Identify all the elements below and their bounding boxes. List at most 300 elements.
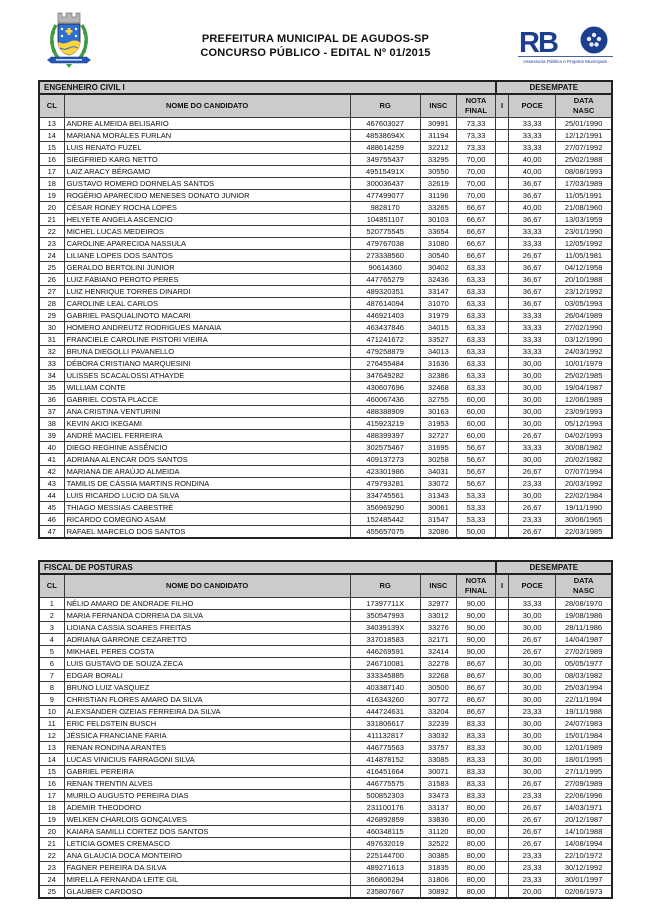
cell-insc: 32268 xyxy=(420,669,456,681)
cell-rg: 479793281 xyxy=(350,477,420,489)
cell-insc: 33836 xyxy=(420,813,456,825)
cell-cl: 16 xyxy=(39,153,64,165)
cell-data-nasc: 25/02/1985 xyxy=(556,369,612,381)
cell-cl: 4 xyxy=(39,633,64,645)
cell-data-nasc: 04/12/1958 xyxy=(556,261,612,273)
cell-nota-final: 86,67 xyxy=(456,693,495,705)
cell-rg: 334745561 xyxy=(350,489,420,501)
cell-poce: 26,67 xyxy=(509,249,556,261)
cell-nome: CAROLINE LEAL CARLOS xyxy=(64,297,350,309)
cell-poce: 33,33 xyxy=(509,129,556,141)
results-table-engenheiro-civil xyxy=(38,80,613,539)
table-row xyxy=(39,477,612,489)
cell-insc: 31343 xyxy=(420,489,456,501)
cell-poce: 30,00 xyxy=(509,741,556,753)
cell-insc: 33137 xyxy=(420,801,456,813)
cell-rg: 500852303 xyxy=(350,789,420,801)
cell-insc: 33085 xyxy=(420,753,456,765)
cell-data-nasc: 12/05/1992 xyxy=(556,237,612,249)
cell-nota-final: 66,67 xyxy=(456,213,495,225)
cell-nota-final: 63,33 xyxy=(456,273,495,285)
col-header-data-nasc: DATA NASC xyxy=(556,94,612,117)
col-header-nota-final: NOTA FINAL xyxy=(456,94,495,117)
cell-nome: LUIZ FABIANO PEROTO PERES xyxy=(64,273,350,285)
cell-nome: DÉBORA CRISTIANO MARQUESINI xyxy=(64,357,350,369)
table-row xyxy=(39,633,612,645)
cell-insc: 32086 xyxy=(420,525,456,538)
table-row xyxy=(39,789,612,801)
cell-cl: 23 xyxy=(39,861,64,873)
cell-insc: 31583 xyxy=(420,777,456,789)
table-row xyxy=(39,189,612,201)
cell-poce: 26,67 xyxy=(509,801,556,813)
cell-rg: 350547993 xyxy=(350,609,420,621)
cell-data-nasc: 12/06/1989 xyxy=(556,393,612,405)
cell-nota-final: 80,00 xyxy=(456,837,495,849)
cell-insc: 30163 xyxy=(420,405,456,417)
cell-insc: 30550 xyxy=(420,165,456,177)
cell-poce: 33,33 xyxy=(509,345,556,357)
cell-nome: JÉSSICA FRANCIANE FARIA xyxy=(64,729,350,741)
cell-nome: ROGÉRIO APARECIDO MENESES DONATO JUNIOR xyxy=(64,189,350,201)
cell-poce: 40,00 xyxy=(509,153,556,165)
cell-rg: 231100176 xyxy=(350,801,420,813)
cell-cl: 42 xyxy=(39,465,64,477)
cell-nome: BRUNO LUIZ VASQUEZ xyxy=(64,681,350,693)
cell-nota-final: 53,33 xyxy=(456,489,495,501)
agudos-city-crest-icon xyxy=(44,6,94,70)
cell-poce: 30,00 xyxy=(509,765,556,777)
cell-poce: 36,67 xyxy=(509,285,556,297)
cell-data-nasc: 03/12/1990 xyxy=(556,333,612,345)
cell-data-nasc: 23/01/1990 xyxy=(556,225,612,237)
cell-poce: 36,67 xyxy=(509,297,556,309)
cell-nome: MARIANA MORALES FURLAN xyxy=(64,129,350,141)
table-row xyxy=(39,501,612,513)
cell-nome: RENAN TRENTIN ALVES xyxy=(64,777,350,789)
cell-data-nasc: 05/05/1977 xyxy=(556,657,612,669)
cell-nota-final: 80,00 xyxy=(456,813,495,825)
cell-data-nasc: 08/08/1993 xyxy=(556,165,612,177)
cell-rg: 446921403 xyxy=(350,309,420,321)
cell-cl: 17 xyxy=(39,789,64,801)
cell-cl: 9 xyxy=(39,693,64,705)
page-header xyxy=(0,0,651,78)
cell-rg: 356969290 xyxy=(350,501,420,513)
cell-poce: 23,33 xyxy=(509,513,556,525)
col-header-rg: RG xyxy=(350,94,420,117)
cell-insc: 31835 xyxy=(420,861,456,873)
cell-nota-final: 83,33 xyxy=(456,753,495,765)
table-row xyxy=(39,237,612,249)
cell-nota-final: 83,33 xyxy=(456,729,495,741)
col-header-data-nasc: DATA NASC xyxy=(556,574,612,597)
cell-rg: 463437846 xyxy=(350,321,420,333)
cell-i xyxy=(496,729,509,741)
table-row xyxy=(39,621,612,633)
cell-i xyxy=(496,861,509,873)
cell-poce: 26,67 xyxy=(509,633,556,645)
table-row xyxy=(39,381,612,393)
cell-nota-final: 90,00 xyxy=(456,597,495,609)
cell-nome: RAFAEL MARCELO DOS SANTOS xyxy=(64,525,350,538)
cell-data-nasc: 22/11/1994 xyxy=(556,693,612,705)
table-row xyxy=(39,597,612,609)
cell-cl: 20 xyxy=(39,825,64,837)
table-row xyxy=(39,249,612,261)
cell-cl: 8 xyxy=(39,681,64,693)
cell-i xyxy=(496,345,509,357)
cell-i xyxy=(496,453,509,465)
table-row xyxy=(39,609,612,621)
cell-cl: 27 xyxy=(39,285,64,297)
cell-rg: 17397711X xyxy=(350,597,420,609)
col-header-i: I xyxy=(496,94,509,117)
cell-rg: 446269591 xyxy=(350,645,420,657)
table-row xyxy=(39,141,612,153)
cell-insc: 30103 xyxy=(420,213,456,225)
cell-nome: MARIANA DE ARAÚJO ALMEIDA xyxy=(64,465,350,477)
cell-data-nasc: 12/12/1991 xyxy=(556,129,612,141)
cell-insc: 32619 xyxy=(420,177,456,189)
table-row xyxy=(39,513,612,525)
cell-insc: 32212 xyxy=(420,141,456,153)
cell-i xyxy=(496,465,509,477)
cell-data-nasc: 27/02/1990 xyxy=(556,321,612,333)
cell-poce: 30,00 xyxy=(509,357,556,369)
cell-poce: 23,33 xyxy=(509,789,556,801)
cell-poce: 33,33 xyxy=(509,237,556,249)
table-row xyxy=(39,273,612,285)
cell-cl: 26 xyxy=(39,273,64,285)
cell-nota-final: 80,00 xyxy=(456,849,495,861)
cell-insc: 31695 xyxy=(420,441,456,453)
cell-data-nasc: 22/02/1984 xyxy=(556,489,612,501)
cell-cl: 19 xyxy=(39,813,64,825)
table-row xyxy=(39,441,612,453)
cell-nota-final: 80,00 xyxy=(456,873,495,885)
table-row xyxy=(39,465,612,477)
cell-rg: 104851107 xyxy=(350,213,420,225)
cell-nota-final: 56,67 xyxy=(456,465,495,477)
cell-rg: 152485442 xyxy=(350,513,420,525)
cell-i xyxy=(496,621,509,633)
cell-rg: 455657075 xyxy=(350,525,420,538)
table-row xyxy=(39,705,612,717)
table-row xyxy=(39,369,612,381)
cell-poce: 30,00 xyxy=(509,621,556,633)
cell-i xyxy=(496,381,509,393)
cell-nome: CÉSAR RONEY ROCHA LOPES xyxy=(64,201,350,213)
cell-rg: 489271613 xyxy=(350,861,420,873)
cell-nota-final: 80,00 xyxy=(456,885,495,898)
cell-data-nasc: 14/04/1987 xyxy=(556,633,612,645)
cell-rg: 337018583 xyxy=(350,633,420,645)
cell-nota-final: 70,00 xyxy=(456,177,495,189)
cell-insc: 31806 xyxy=(420,873,456,885)
cell-nome: LUIS RICARDO LUCIO DA SILVA xyxy=(64,489,350,501)
cell-nota-final: 83,33 xyxy=(456,741,495,753)
cell-nome: ANA GLAUCIA DOCA MONTEIRO xyxy=(64,849,350,861)
cell-nota-final: 63,33 xyxy=(456,309,495,321)
cell-data-nasc: 21/08/1960 xyxy=(556,201,612,213)
cell-nota-final: 56,67 xyxy=(456,453,495,465)
table-row xyxy=(39,837,612,849)
cell-nota-final: 83,33 xyxy=(456,765,495,777)
cell-cl: 14 xyxy=(39,753,64,765)
cell-rg: 460348115 xyxy=(350,825,420,837)
cell-i xyxy=(496,165,509,177)
cell-insc: 31953 xyxy=(420,417,456,429)
cell-poce: 36,67 xyxy=(509,213,556,225)
cell-nome: LAIZ ARACY BÉRGAMO xyxy=(64,165,350,177)
cell-cl: 28 xyxy=(39,297,64,309)
cell-data-nasc: 20/10/1988 xyxy=(556,273,612,285)
cell-nome: ADEMIR THEODORO xyxy=(64,801,350,813)
col-header-nome: NOME DO CANDIDATO xyxy=(64,94,350,117)
cell-cl: 15 xyxy=(39,141,64,153)
cell-nota-final: 90,00 xyxy=(456,645,495,657)
cell-data-nasc: 19/04/1987 xyxy=(556,381,612,393)
table-row xyxy=(39,405,612,417)
table-row xyxy=(39,213,612,225)
cell-data-nasc: 11/05/1981 xyxy=(556,249,612,261)
cell-insc: 32436 xyxy=(420,273,456,285)
cell-insc: 32727 xyxy=(420,429,456,441)
cell-i xyxy=(496,201,509,213)
cell-i xyxy=(496,717,509,729)
table-row xyxy=(39,681,612,693)
cell-nome: NÉLIO AMARO DE ANDRADE FILHO xyxy=(64,597,350,609)
table-row xyxy=(39,129,612,141)
cell-cl: 39 xyxy=(39,429,64,441)
cell-poce: 33,33 xyxy=(509,225,556,237)
document-title-block xyxy=(100,33,531,60)
table-row xyxy=(39,765,612,777)
cell-nome: MICHEL LUCAS MEDEIROS xyxy=(64,225,350,237)
table-row xyxy=(39,753,612,765)
desempate-header: DESEMPATE xyxy=(496,561,612,574)
cell-nome: LILIANE LOPES DOS SANTOS xyxy=(64,249,350,261)
cell-rg: 467603027 xyxy=(350,117,420,129)
cell-nome: CHRISTIAN FLORES AMARO DA SILVA xyxy=(64,693,350,705)
cell-cl: 22 xyxy=(39,225,64,237)
cell-i xyxy=(496,189,509,201)
cell-data-nasc: 27/07/1992 xyxy=(556,141,612,153)
col-header-insc: INSC xyxy=(420,574,456,597)
results-table-fiscal-de-posturas xyxy=(38,560,613,899)
cell-data-nasc: 30/01/1997 xyxy=(556,873,612,885)
cell-insc: 32977 xyxy=(420,597,456,609)
cell-rg: 300036437 xyxy=(350,177,420,189)
cell-i xyxy=(496,249,509,261)
cell-nota-final: 86,67 xyxy=(456,681,495,693)
cell-nota-final: 90,00 xyxy=(456,609,495,621)
title-line-2: CONCURSO PÚBLICO - EDITAL Nº 01/2015 xyxy=(200,46,431,59)
cell-i xyxy=(496,405,509,417)
cell-rg: 477499077 xyxy=(350,189,420,201)
cell-poce: 33,33 xyxy=(509,333,556,345)
cell-nota-final: 63,33 xyxy=(456,261,495,273)
cell-data-nasc: 11/05/1991 xyxy=(556,189,612,201)
cell-insc: 33012 xyxy=(420,609,456,621)
table-row xyxy=(39,429,612,441)
cell-insc: 32239 xyxy=(420,717,456,729)
table-title: FISCAL DE POSTURAS xyxy=(39,561,496,574)
cell-nome: DIEGO REGHINE ASSÊNCIO xyxy=(64,441,350,453)
cell-nome: HOMERO ANDREUTZ RODRIGUES MANAIA xyxy=(64,321,350,333)
cell-data-nasc: 23/12/1992 xyxy=(556,285,612,297)
cell-nome: GUSTAVO ROMERO DORNELAS SANTOS xyxy=(64,177,350,189)
cell-nota-final: 83,33 xyxy=(456,789,495,801)
cell-insc: 32386 xyxy=(420,369,456,381)
table-row xyxy=(39,525,612,538)
cell-nota-final: 83,33 xyxy=(456,777,495,789)
cell-i xyxy=(496,309,509,321)
cell-rg: 446775563 xyxy=(350,741,420,753)
cell-data-nasc: 18/01/1995 xyxy=(556,753,612,765)
cell-i xyxy=(496,489,509,501)
cell-nome: ANDRE ALMEIDA BELISARIO xyxy=(64,117,350,129)
cell-nome: GABRIEL COSTA PLACCE xyxy=(64,393,350,405)
cell-data-nasc: 24/07/1983 xyxy=(556,717,612,729)
cell-i xyxy=(496,117,509,129)
cell-nota-final: 83,33 xyxy=(456,717,495,729)
cell-poce: 33,33 xyxy=(509,441,556,453)
table-row xyxy=(39,345,612,357)
cell-i xyxy=(496,261,509,273)
cell-poce: 30,00 xyxy=(509,657,556,669)
cell-poce: 23,33 xyxy=(509,873,556,885)
col-header-poce: POCE xyxy=(509,94,556,117)
cell-i xyxy=(496,753,509,765)
table-row xyxy=(39,297,612,309)
cell-cl: 14 xyxy=(39,129,64,141)
cell-rg: 430607696 xyxy=(350,381,420,393)
cell-data-nasc: 27/09/1989 xyxy=(556,777,612,789)
cell-cl: 24 xyxy=(39,873,64,885)
cell-i xyxy=(496,837,509,849)
cell-cl: 13 xyxy=(39,117,64,129)
cell-i xyxy=(496,237,509,249)
cell-insc: 34013 xyxy=(420,345,456,357)
cell-nome: EDGAR BORALI xyxy=(64,669,350,681)
col-header-cl: CL xyxy=(39,574,64,597)
table-row xyxy=(39,453,612,465)
cell-insc: 30991 xyxy=(420,117,456,129)
cell-i xyxy=(496,417,509,429)
table-row xyxy=(39,201,612,213)
cell-data-nasc: 19/11/1990 xyxy=(556,501,612,513)
cell-nome: LUCAS VINICIUS FARRAGONI SILVA xyxy=(64,753,350,765)
cell-nota-final: 86,67 xyxy=(456,705,495,717)
cell-nome: LUIS GUSTAVO DE SOUZA ZECA xyxy=(64,657,350,669)
cell-i xyxy=(496,357,509,369)
cell-nota-final: 66,67 xyxy=(456,237,495,249)
cell-cl: 32 xyxy=(39,345,64,357)
cell-poce: 36,67 xyxy=(509,273,556,285)
cell-poce: 26,67 xyxy=(509,825,556,837)
cell-insc: 33654 xyxy=(420,225,456,237)
table-row xyxy=(39,393,612,405)
cell-insc: 30071 xyxy=(420,765,456,777)
cell-cl: 21 xyxy=(39,213,64,225)
cell-rg: 444724631 xyxy=(350,705,420,717)
cell-cl: 1 xyxy=(39,597,64,609)
cell-i xyxy=(496,705,509,717)
cell-nome: ANDRÉ MACIEL FERREIRA xyxy=(64,429,350,441)
table-row xyxy=(39,117,612,129)
cell-data-nasc: 22/03/1985 xyxy=(556,525,612,538)
cell-data-nasc: 27/02/1989 xyxy=(556,645,612,657)
cell-insc: 32414 xyxy=(420,645,456,657)
col-header-nota-final: NOTA FINAL xyxy=(456,574,495,597)
cell-cl: 19 xyxy=(39,189,64,201)
cell-rg: 520775545 xyxy=(350,225,420,237)
cell-nota-final: 63,33 xyxy=(456,321,495,333)
cell-poce: 36,67 xyxy=(509,189,556,201)
cell-data-nasc: 10/01/1979 xyxy=(556,357,612,369)
cell-i xyxy=(496,525,509,538)
cell-data-nasc: 25/03/1994 xyxy=(556,681,612,693)
cell-cl: 3 xyxy=(39,621,64,633)
rbo-logo xyxy=(518,25,613,67)
cell-insc: 31979 xyxy=(420,309,456,321)
cell-poce: 30,00 xyxy=(509,393,556,405)
table-row xyxy=(39,321,612,333)
cell-nome: ALEXSANDER OZEIAS FERREIRA DA SILVA xyxy=(64,705,350,717)
cell-nota-final: 66,67 xyxy=(456,249,495,261)
cell-rg: 90614360 xyxy=(350,261,420,273)
cell-cl: 34 xyxy=(39,369,64,381)
cell-cl: 25 xyxy=(39,885,64,898)
cell-data-nasc: 24/03/1992 xyxy=(556,345,612,357)
cell-nota-final: 73,33 xyxy=(456,141,495,153)
cell-nome: LIDIANA CASSIA SOARES FREITAS xyxy=(64,621,350,633)
cell-rg: 488399397 xyxy=(350,429,420,441)
cell-nome: WILLIAM CONTE xyxy=(64,381,350,393)
table-row xyxy=(39,489,612,501)
cell-insc: 33757 xyxy=(420,741,456,753)
cell-i xyxy=(496,693,509,705)
table-row xyxy=(39,849,612,861)
cell-nome: GERALDO BERTOLINI JUNIOR xyxy=(64,261,350,273)
cell-i xyxy=(496,393,509,405)
cell-rg: 34039139X xyxy=(350,621,420,633)
cell-nota-final: 70,00 xyxy=(456,189,495,201)
cell-i xyxy=(496,825,509,837)
cell-rg: 331806617 xyxy=(350,717,420,729)
cell-poce: 26,67 xyxy=(509,645,556,657)
cell-cl: 46 xyxy=(39,513,64,525)
cell-poce: 30,00 xyxy=(509,717,556,729)
table-row xyxy=(39,777,612,789)
col-header-poce: POCE xyxy=(509,574,556,597)
cell-rg: 479767038 xyxy=(350,237,420,249)
cell-i xyxy=(496,225,509,237)
cell-poce: 26,67 xyxy=(509,501,556,513)
cell-nome: FRANCIELE CAROLINE PISTORI VIEIRA xyxy=(64,333,350,345)
cell-nota-final: 80,00 xyxy=(456,801,495,813)
rbo-logo-caption: Assessoria Pública e Projetos Municipais xyxy=(523,59,607,64)
cell-i xyxy=(496,609,509,621)
cell-data-nasc: 28/11/1986 xyxy=(556,621,612,633)
cell-insc: 32468 xyxy=(420,381,456,393)
cell-cl: 18 xyxy=(39,801,64,813)
cell-rg: 471241672 xyxy=(350,333,420,345)
cell-i xyxy=(496,321,509,333)
cell-insc: 32755 xyxy=(420,393,456,405)
